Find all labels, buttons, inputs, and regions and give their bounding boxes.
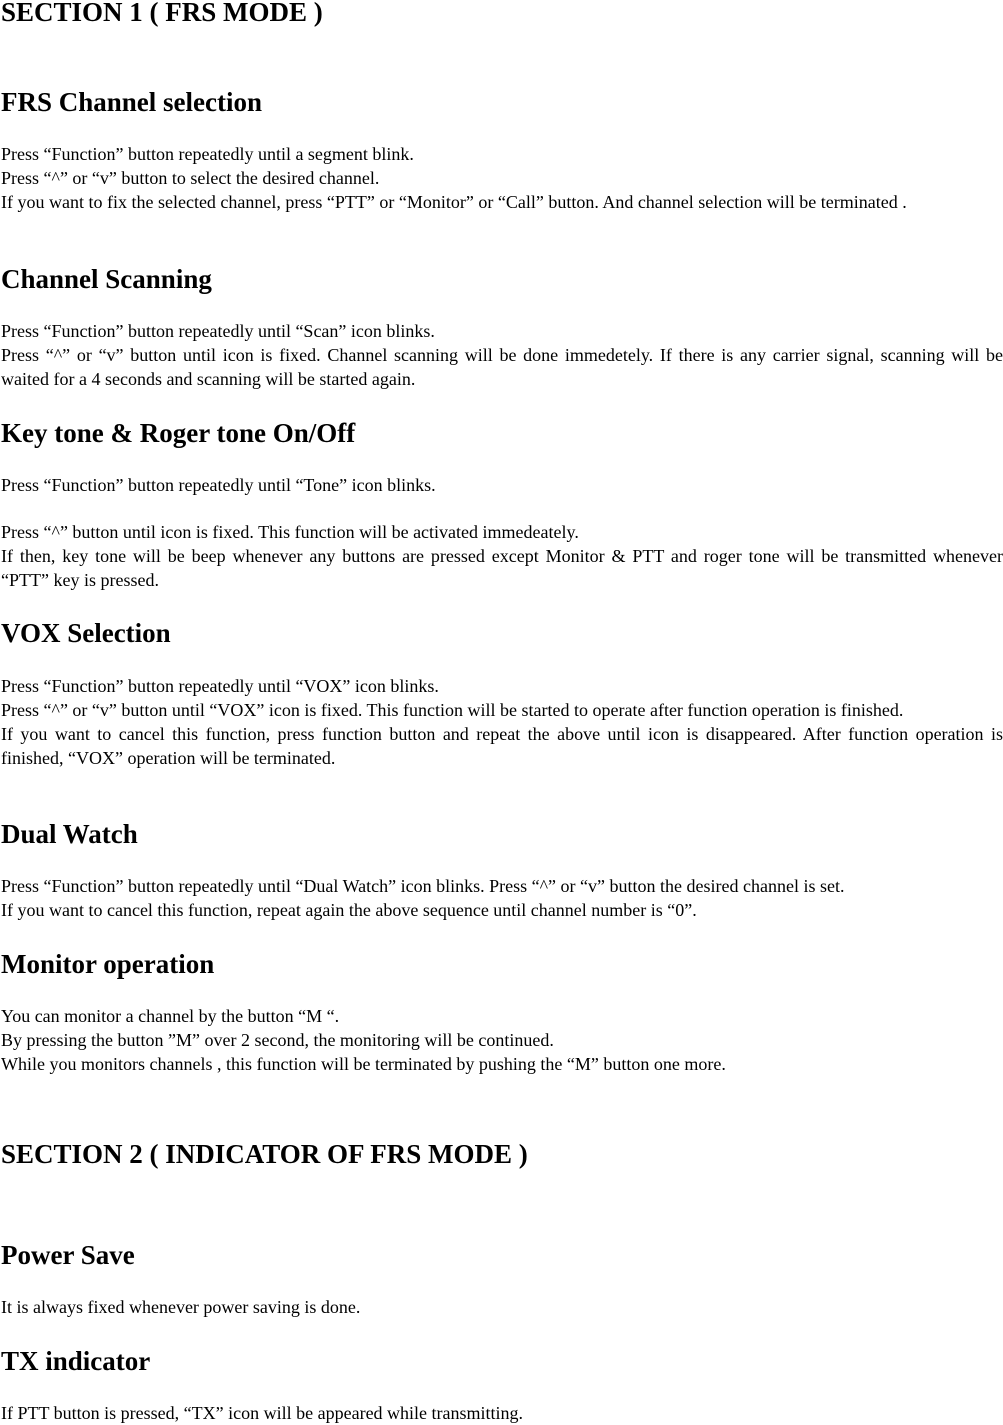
paragraph-tx-indicator [1, 1401, 1003, 1425]
heading-vox-selection: VOX Selection [1, 618, 171, 648]
section-2-title: SECTION 2 ( INDICATOR OF FRS MODE ) [1, 1139, 528, 1169]
paragraph-key-tone-1 [1, 473, 1003, 497]
heading-key-tone: Key tone & Roger tone On/Off [1, 418, 356, 448]
text-line: If you want to fix the selected channel, press “PTT” or “Monitor” or “Call” button. And channel selection will be terminated . [1, 192, 907, 212]
paragraph-power-save [1, 1295, 1003, 1319]
paragraph-vox-selection [1, 674, 1003, 770]
heading-dual-watch: Dual Watch [1, 819, 138, 849]
text-line: If then, key tone will be beep whenever any buttons are pressed except Monitor & PTT and roger tone will be transmitted whenever “PTT” key is pressed. [1, 546, 1003, 590]
text-line: If PTT button is pressed, “TX” icon will be appeared while transmitting. [1, 1403, 524, 1423]
paragraph-key-tone-2 [1, 520, 1003, 592]
text-line: Press “Function” button repeatedly until “Tone” icon blinks. [1, 475, 436, 495]
paragraph-dual-watch [1, 874, 1003, 922]
text-line: Press “Function” button repeatedly until “Scan” icon blinks. [1, 321, 435, 341]
text-line: You can monitor a channel by the button “M “. [1, 1006, 340, 1026]
text-line: By pressing the button ”M” over 2 second, the monitoring will be continued. [1, 1030, 554, 1050]
text-line: If you want to cancel this function, repeat again the above sequence until channel number is “0”. [1, 900, 697, 920]
heading-power-save: Power Save [1, 1240, 135, 1270]
heading-tx-indicator: TX indicator [1, 1346, 151, 1376]
text-line: While you monitors channels , this function will be terminated by pushing the “M” button one more. [1, 1054, 726, 1074]
text-line: Press “^” or “v” button to select the desired channel. [1, 168, 380, 188]
heading-frs-channel-selection: FRS Channel selection [1, 87, 263, 117]
text-line: Press “Function” button repeatedly until “Dual Watch” icon blinks. Press “^” or “v” button the desired channel is set. [1, 876, 845, 896]
text-line: If you want to cancel this function, press function button and repeat the above until icon is disappeared. After function operation is finished, “VOX” operation will be terminated. [1, 724, 1003, 768]
heading-monitor-operation: Monitor operation [1, 949, 215, 979]
paragraph-channel-scanning [1, 319, 1003, 391]
text-line: Press “Function” button repeatedly until a segment blink. [1, 144, 414, 164]
paragraph-monitor-operation [1, 1004, 1003, 1076]
text-line: Press “Function” button repeatedly until “VOX” icon blinks. [1, 676, 439, 696]
section-1-title: SECTION 1 ( FRS MODE ) [1, 0, 323, 27]
text-line: It is always fixed whenever power saving is done. [1, 1297, 361, 1317]
text-line: Press “^” button until icon is fixed. This function will be activated immedeately. [1, 522, 579, 542]
paragraph-frs-channel-selection [1, 142, 1003, 214]
heading-channel-scanning: Channel Scanning [1, 264, 212, 294]
text-line: Press “^” or “v” button until “VOX” icon is fixed. This function will be started to operate after function operation is finished. [1, 700, 904, 720]
text-line: Press “^” or “v” button until icon is fixed. Channel scanning will be done immedetely. If there is any carrier signal, scanning will be waited for a 4 seconds and scanning will be started again. [1, 345, 1003, 389]
